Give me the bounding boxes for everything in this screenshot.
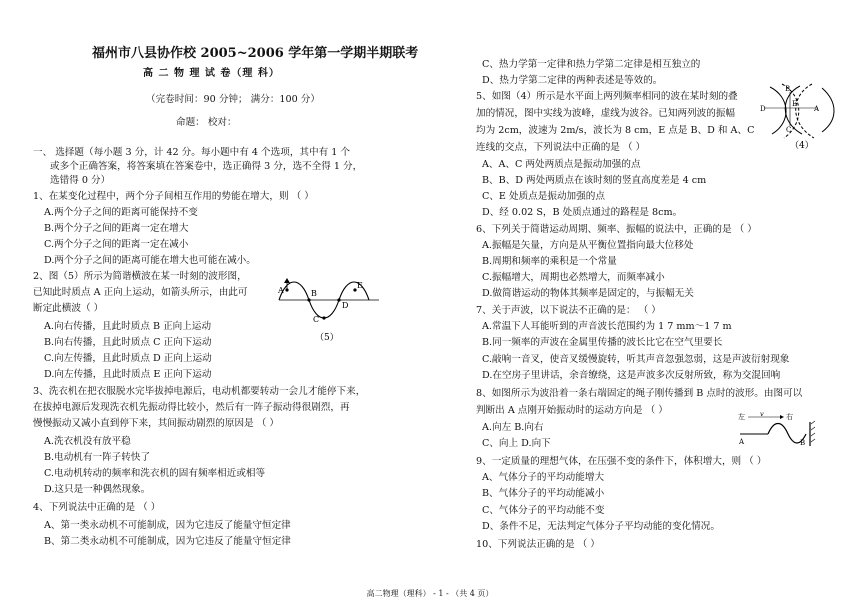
right-column-line-22: 判断出 A 点刚开始振动时的运动方向是 （ ） — [476, 405, 668, 416]
left-column-line-9: 2、图（5）所示为简谐横波在某一时刻的波形图， — [33, 271, 247, 282]
fig8-label-b: B — [800, 439, 806, 447]
right-column-line-4: 加的情况，图中实线为波峰，虚线为波谷。已知两列波的振幅 — [476, 108, 736, 119]
left-column-line-15: D.向左传播，且此时质点 E 正向下运动 — [44, 369, 212, 380]
right-column-line-5: 均为 2cm，波速为 2m/s，波长为 8 cm，E 点是 B、D 和 A、C — [476, 125, 755, 136]
interference-figure-4 — [760, 82, 848, 150]
right-column-line-8: B、B、D 两处两质点在该时刻的竖直高度差是 4 cm — [482, 175, 707, 186]
right-column-line-21: 8、如图所示为波沿着一条右端固定的绳子刚传播到 B 点时的波形。由图可以 — [476, 388, 803, 399]
right-column-line-1: C、热力学第一定律和热力学第二定律是相互独立的 — [482, 59, 701, 70]
rope-wave-figure-8 — [738, 410, 820, 448]
right-column-line-13: B.周期和频率的乘积是一个常量 — [482, 256, 617, 267]
fig8-label-left: 左 — [738, 413, 745, 421]
right-column-line-7: A、A、C 两处两质点是振动加强的点 — [482, 159, 641, 170]
right-column-line-26: A、气体分子的平均动能增大 — [482, 472, 605, 483]
left-column-line-3: 选错得 0 分） — [50, 175, 111, 186]
exam-subtitle: 高 二 物 理 试 卷（理 科） — [143, 68, 280, 79]
right-column-line-24: C、向上 D.向下 — [482, 438, 551, 449]
left-column-line-6: B.两个分子之间的距离一定在增大 — [44, 223, 189, 234]
left-column-line-1: 一、 选择题（每小题 3 分，计 42 分。每小题中有 4 个选项，其中有 1 个 — [33, 147, 350, 158]
fig5-label-d: D — [342, 301, 349, 310]
right-column-line-28: C、气体分子的平均动能不变 — [482, 505, 605, 516]
left-column-line-14: C.向左传播，且此时质点 D 正向上运动 — [44, 353, 212, 364]
fig4-label-e: E — [792, 100, 798, 108]
fig4-label-d: D — [760, 105, 766, 113]
left-column-line-10: 已知此时质点 A 正向上运动，如箭头所示，由此可 — [33, 287, 248, 298]
left-column-line-13: B.向右传播，且此时质点 C 正向下运动 — [44, 337, 212, 348]
left-column-line-8: D.两个分子之间的距离可能在增大也可能在减小。 — [44, 255, 256, 266]
right-column-line-16: 7、关于声波，以下说法不正确的是： （ ） — [476, 305, 661, 316]
right-column-line-23: A.向左 B.向右 — [482, 422, 544, 433]
left-column-line-2: 或多个正确答案，将答案填在答案卷中，选正确得 3 分，选不全得 1 分， — [50, 161, 363, 172]
right-column-line-19: C.敲响一音叉，使音叉缓慢旋转，听其声音忽强忽弱，这是声波衍射现象 — [482, 354, 790, 365]
right-column-line-14: C.振幅增大，周期也必然增大，而频率减小 — [482, 272, 665, 283]
right-column-line-20: D.在空房子里讲话，余音缭绕，这是声波多次反射所致，称为交混回响 — [482, 370, 781, 381]
fig8-label-right: 右 — [786, 413, 793, 421]
left-column-line-11: 断定此横波（ ） — [33, 303, 104, 314]
left-column-line-22: D.这只是一种偶然现象。 — [44, 484, 151, 495]
right-column-line-18: B.同一频率的声波在金属里传播的波长比它在空气里要长 — [482, 337, 723, 348]
left-column-line-19: A.洗衣机没有放平稳 — [44, 436, 131, 447]
right-column-line-2: D、热力学第二定律的两种表述是等效的。 — [482, 75, 663, 86]
left-column-line-4: 1、在某变化过程中，两个分子间相互作用的势能在增大，则 （ ） — [33, 191, 314, 202]
right-column-line-29: D、条件不足，无法判定气体分子平均动能的变化情况。 — [482, 521, 720, 532]
left-column-line-16: 3、洗衣机在把衣服脱水完毕拔掉电源后，电动机都要转动一会儿才能停下来， — [33, 386, 366, 397]
left-column-line-20: B.电动机有一阵子转快了 — [44, 452, 151, 463]
fig4-caption: （4） — [790, 141, 814, 150]
left-column-line-5: A.两个分子之间的距离可能保持不变 — [44, 207, 198, 218]
right-column-line-25: 9、一定质量的理想气体，在压强不变的条件下，体积增大，则 （ ） — [476, 456, 767, 467]
wave-figure-5 — [275, 278, 385, 346]
fig5-label-c: C — [313, 315, 320, 324]
left-column-line-18: 慢慢振动又减小直到停下来，其间振动剧烈的原因是 （ ） — [33, 418, 279, 429]
right-column-line-6: 连线的交点，下列说法中正确的是 （ ） — [476, 142, 646, 153]
left-column-line-12: A.向右传播，且此时质点 B 正向上运动 — [44, 321, 212, 332]
left-column-line-17: 在拔掉电源后发现洗衣机先振动得比较小，然后有一阵子振动得很剧烈，再 — [33, 402, 350, 413]
right-column-line-15: D.做简谐运动的物体其频率是固定的，与振幅无关 — [482, 288, 694, 299]
fig4-label-a: A — [814, 105, 820, 113]
right-column-line-10: D、经 0.02 S，B 处质点通过的路程是 8cm。 — [482, 207, 683, 218]
page-footer: 高二物理（理科） - 1 - （共 4 页） — [366, 589, 494, 598]
fig5-label-b: B — [311, 289, 317, 298]
left-column-line-23: 4、下列说法中正确的是 （ ） — [33, 502, 161, 513]
left-column-line-25: B、第二类永动机不可能制成，因为它违反了能量守恒定律 — [44, 536, 291, 547]
fig8-label-v: v — [760, 410, 764, 418]
right-column-line-30: 10、下列说法正确的是 （ ） — [476, 539, 600, 550]
right-column-line-11: 6、下列关于简谐运动周期、频率、振幅的说法中，正确的是 （ ） — [476, 224, 757, 235]
fig4-label-b: B — [785, 85, 791, 93]
right-column-line-17: A.常温下人耳能听到的声音波长范围约为 1 7 mm～1 7 m — [482, 321, 732, 332]
right-column-line-27: B、气体分子的平均动能减小 — [482, 488, 605, 499]
right-column-line-3: 5、如图（4）所示是水平面上两列频率相同的波在某时刻的叠 — [476, 91, 738, 102]
fig5-caption: （5） — [315, 333, 339, 343]
left-column-line-24: A、第一类永动机不可能制成，因为它违反了能量守恒定律 — [44, 520, 291, 531]
left-column-line-21: C.电动机转动的频率和洗衣机的固有频率相近或相等 — [44, 468, 266, 479]
fig4-label-c: C — [786, 126, 792, 134]
exam-title: 福州市八县协作校 2005~2006 学年第一学期半期联考 — [92, 46, 419, 61]
left-column-line-7: C.两个分子之间的距离一定在减小 — [44, 239, 189, 250]
exam-proposer: 命题： 校对： — [176, 117, 237, 128]
fig8-label-a: A — [739, 438, 745, 446]
exam-time-score: （完卷时间：90 分钟； 满分：100 分） — [146, 94, 320, 105]
right-column-line-9: C、E 处质点是振动加强的点 — [482, 191, 605, 202]
fig5-label-e: E — [357, 281, 363, 290]
right-column-line-12: A.振幅是矢量，方向是从平衡位置指向最大位移处 — [482, 240, 694, 251]
fig5-label-a: A — [278, 286, 284, 295]
